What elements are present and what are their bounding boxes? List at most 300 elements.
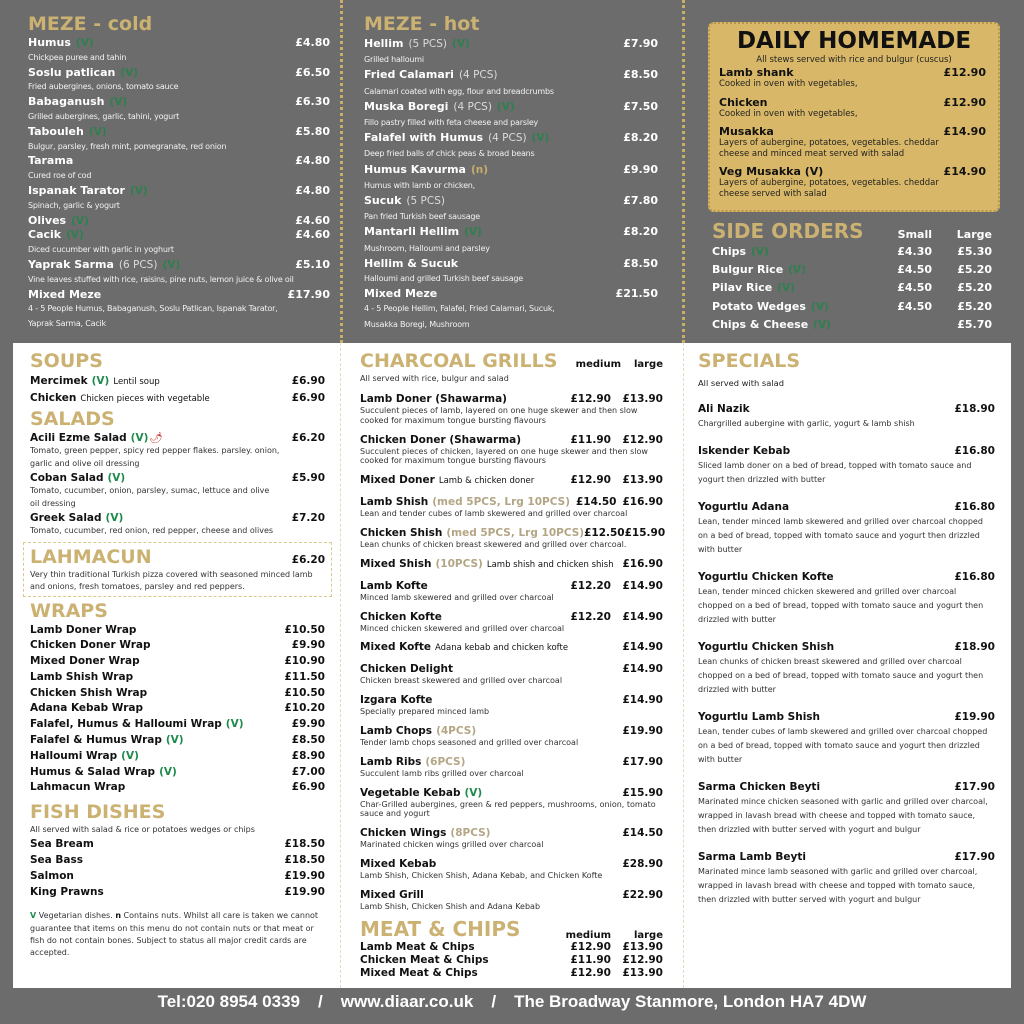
nuts-tag: (n)	[470, 163, 489, 176]
item-name: Cacik	[28, 228, 62, 242]
section-title: SPECIALS	[698, 350, 801, 372]
menu-item	[360, 433, 663, 467]
item-row	[364, 99, 658, 115]
item-description: Succulent pieces of lamb, layered on one huge skewer and then slow cooked for maximum tongue bursting flavours	[360, 406, 638, 425]
menu-item	[28, 66, 330, 96]
price: £11.90	[570, 953, 611, 966]
menu-item	[360, 610, 663, 634]
item-description: Cured roe of cod	[28, 171, 92, 181]
item-description: Very thin traditional Turkish pizza covered with seasoned minced lamb and onions, fresh tomatoes, parsley and red peppers.	[30, 569, 313, 591]
section-title: LAHMACUN	[30, 545, 152, 568]
dotted-divider	[682, 0, 685, 343]
meze-hot-section	[364, 12, 658, 332]
item-name: King Prawns	[30, 886, 104, 899]
menu-item	[712, 298, 992, 316]
item-name: Hellim	[364, 37, 404, 50]
menu-item	[30, 471, 325, 510]
item-name: Lamb shank	[719, 66, 794, 79]
item-name: Mixed Doner	[360, 474, 435, 487]
item-note: Lamb & chicken doner	[438, 476, 535, 487]
item-name: Chips & Cheese	[712, 317, 809, 331]
item-description: Char-Grilled aubergines, green & red peppers, mushrooms, onion, tomato sauce and yogurt	[360, 799, 656, 819]
price: £19.90	[284, 870, 325, 883]
item-description: Tomato, cucumber, red onion, red pepper, cheese and olives	[30, 526, 274, 535]
menu-item	[360, 786, 663, 820]
menu-item	[28, 258, 330, 288]
menu-item	[698, 401, 995, 431]
menu-item	[360, 557, 663, 572]
section-title: SOUPS	[30, 350, 103, 372]
item-row	[360, 826, 663, 840]
item-row	[28, 288, 330, 303]
menu-item	[719, 166, 998, 199]
price: £14.90	[622, 579, 663, 592]
item-name: Muska Boregi	[364, 99, 449, 113]
item-name: Mixed Meze	[364, 287, 438, 301]
menu-item	[712, 316, 992, 334]
item-description: Succulent pieces of chicken, layered on one huge skewer and then slow cooked for maximum tongue bursting flavours	[360, 446, 648, 466]
item-name: Lahmacun Wrap	[30, 781, 126, 794]
item-row	[30, 852, 325, 868]
menu-item	[30, 686, 325, 702]
item-name: Sea Bream	[30, 838, 94, 851]
menu-item	[28, 95, 330, 125]
item-description: Cooked in oven with vegetables,	[719, 79, 858, 89]
section-title: CHARCOAL GRILLS	[360, 350, 558, 372]
menu-item	[30, 511, 325, 538]
item-row	[30, 654, 325, 670]
menu-item	[360, 640, 663, 655]
item-row	[30, 749, 325, 765]
vegetarian-tag: (V)	[225, 718, 244, 731]
menu-item	[698, 639, 995, 697]
price: £14.50	[575, 496, 617, 509]
item-row	[360, 610, 663, 624]
item-description: Fried aubergines, onions, tomato sauce	[28, 82, 179, 92]
item-name: Lamb Shish	[360, 496, 429, 509]
price: £12.90	[570, 966, 611, 979]
section-note: All served with salad	[698, 378, 784, 388]
price: £4.60	[295, 228, 330, 242]
price: £16.80	[954, 501, 995, 513]
menu-item	[30, 852, 325, 868]
menu-item	[698, 779, 995, 837]
price: £9.90	[291, 639, 325, 652]
lahmacun-box	[23, 542, 332, 597]
price: £9.90	[291, 718, 325, 731]
price: £17.90	[622, 755, 663, 768]
item-description: Marinated mince lamb seasoned with garlic and grilled over charcoal, wrapped in lavash bread with cheese and topped with tomato sauce, then drizzled with butter served with yogurt and bulgur	[698, 867, 978, 904]
item-name: Yogurtlu Lamb Shish	[698, 711, 821, 723]
vegetarian-tag: (V)	[129, 184, 148, 197]
item-name: Lamb Kofte	[360, 579, 428, 592]
pieces-tag: (10PCS)	[435, 557, 483, 570]
menu-item	[28, 184, 330, 214]
price: £5.90	[291, 472, 325, 484]
menu-item	[30, 717, 325, 733]
footnote-text: Contains nuts. Whilst all care is taken we cannot guarantee that items on this menu do not contain nuts or that meat or fish do not contain bones. Subject to status all major credit cards are accepted.	[30, 911, 319, 958]
separator: /	[491, 992, 497, 1011]
price: £10.50	[284, 623, 325, 636]
menu-item	[30, 884, 325, 900]
menu-item	[30, 836, 325, 852]
menu-item	[30, 765, 325, 781]
item-row	[360, 857, 663, 871]
item-description: Layers of aubergine, potatoes, vegetables. cheddar cheese and minced meat served with salad	[719, 138, 939, 159]
item-description: Lean, tender minced lamb skewered and grilled over charcoal chopped on a bed of bread, topped with tomato sauce and yogurt then drizzled with butter	[698, 517, 983, 554]
pieces-tag: (6PCS)	[425, 755, 466, 768]
item-description: Layers of aubergine, potatoes, vegetables. cheddar cheese served with salad	[719, 178, 939, 199]
item-note: Chicken pieces with vegetable	[80, 394, 210, 404]
item-row	[360, 693, 663, 707]
menu-item	[30, 749, 325, 765]
menu-item	[30, 733, 325, 749]
item-row	[30, 511, 325, 525]
menu-item	[30, 654, 325, 670]
pieces-tag: (4PCS)	[436, 724, 477, 737]
item-row	[719, 67, 986, 79]
pieces-tag: (8PCS)	[450, 827, 491, 840]
item-description: Vine leaves stuffed with rice, raisins, pine nuts, lemon juice & olive oil	[28, 274, 294, 284]
middle-column	[360, 349, 666, 980]
item-row	[360, 557, 663, 572]
column-header-medium: medium	[565, 929, 611, 941]
item-note: Adana kebab and chicken kofte	[435, 643, 569, 654]
price: £5.20	[957, 299, 992, 313]
price: £8.20	[623, 225, 658, 239]
price: £12.90	[570, 474, 611, 487]
menu-item	[364, 162, 658, 193]
menu-item	[360, 826, 663, 850]
vegetarian-tag: (V)	[813, 318, 831, 331]
price: £6.90	[291, 375, 325, 387]
item-description: Mushroom, Halloumi and parsley	[364, 243, 490, 253]
item-name: Adana Kebab Wrap	[30, 702, 143, 715]
menu-item	[712, 261, 992, 279]
item-name: Chicken	[719, 95, 768, 109]
price: £12.90	[570, 940, 611, 953]
price: £13.90	[622, 966, 663, 979]
vegetarian-tag: (V)	[88, 125, 107, 138]
price: £10.50	[284, 686, 325, 699]
item-row	[698, 779, 995, 795]
item-name: Chicken Doner (Shawarma)	[360, 433, 522, 446]
column-header-medium: medium	[575, 359, 621, 370]
menu-item	[712, 279, 992, 297]
item-row	[30, 390, 325, 407]
price: £11.50	[284, 670, 325, 683]
menu-item	[28, 228, 330, 258]
vegetarian-tag: (V)	[162, 258, 181, 271]
price: £5.70	[957, 317, 992, 331]
item-row	[28, 214, 330, 229]
item-name: Vegetable Kebab	[360, 786, 461, 799]
item-name: Lamb Meat & Chips	[360, 940, 475, 953]
item-row	[360, 888, 663, 902]
price: £4.80	[295, 183, 330, 197]
section-note: All served with salad & rice or potatoes wedges or chips	[30, 825, 255, 835]
price: £4.80	[295, 154, 330, 168]
menu-item	[360, 724, 663, 748]
menu-item	[364, 193, 658, 224]
item-name: Veg Musakka (V)	[719, 165, 824, 178]
item-row	[28, 36, 330, 51]
price: £8.20	[623, 131, 658, 145]
item-note: Lamb shish and chicken shish	[486, 559, 614, 570]
section-title: FISH DISHES	[30, 801, 166, 824]
item-row	[719, 126, 986, 138]
item-row	[698, 443, 995, 459]
item-description: Musakka Boregi, Mushroom	[364, 319, 470, 329]
pieces-tag: (med 5PCS, Lrg 10PCS)	[446, 526, 585, 539]
item-name: Chicken Kofte	[360, 610, 442, 623]
item-name: Mantarli Hellim	[364, 225, 460, 239]
item-name: Soslu patlican	[28, 65, 116, 79]
item-name: Mixed Meat & Chips	[360, 966, 478, 979]
item-name: Chicken Delight	[360, 663, 454, 676]
item-row	[30, 701, 325, 717]
item-row	[360, 724, 663, 738]
item-description: Halloumi and grilled Turkish beef sausage	[364, 274, 524, 284]
menu-item	[698, 443, 995, 487]
price: £12.90	[622, 433, 663, 446]
vegetarian-tag: (V)	[452, 38, 470, 50]
phone-number[interactable]: Tel:020 8954 0339	[157, 992, 301, 1011]
price: £5.20	[957, 281, 992, 295]
menu-item	[30, 373, 325, 390]
menu-item	[364, 36, 658, 67]
item-row	[360, 579, 663, 593]
item-description: Humus with lamb or chicken,	[364, 180, 476, 190]
item-name: Mixed Kebab	[360, 857, 437, 870]
daily-homemade-box	[708, 22, 1000, 212]
price: £14.50	[622, 827, 663, 840]
item-name: Salmon	[30, 870, 74, 883]
menu-item	[30, 868, 325, 884]
price: £8.50	[623, 68, 658, 82]
item-name: Lamb Chops	[360, 724, 433, 737]
menu-item	[360, 941, 663, 954]
item-row	[360, 967, 663, 980]
price: £7.20	[291, 512, 325, 524]
menu-item	[28, 154, 330, 184]
item-row	[30, 670, 325, 686]
section-subtitle: All stews served with rice and bulgur (cuscus)	[756, 55, 952, 65]
item-name: Chicken Shish	[360, 526, 443, 539]
item-name: Pilav Rice	[712, 281, 773, 295]
menu-item	[360, 755, 663, 779]
item-name: Izgara Kofte	[360, 694, 433, 707]
item-name: Coban Salad	[30, 472, 104, 484]
price: £18.90	[954, 403, 995, 415]
left-column	[30, 349, 325, 959]
item-row	[364, 36, 658, 52]
item-row	[364, 193, 658, 209]
menu-item	[30, 670, 325, 686]
item-row	[360, 786, 663, 800]
vegetarian-tag: (V)	[788, 264, 806, 277]
item-description: Chargrilled aubergine with garlic, yogurt & lamb shish	[698, 419, 915, 428]
item-name: Mixed Meze	[28, 287, 102, 301]
menu-item	[28, 36, 330, 66]
vegetarian-tag: (V)	[105, 512, 124, 524]
item-row	[364, 162, 658, 178]
item-description: Bulgur, parsley, fresh mint, pomegranate, red onion	[28, 141, 227, 151]
vegetarian-tag: (V)	[107, 472, 126, 484]
price: £11.90	[570, 433, 611, 446]
item-row	[30, 431, 325, 445]
item-row	[364, 130, 658, 146]
item-row	[360, 941, 663, 954]
price: £6.30	[295, 95, 330, 109]
menu-item	[360, 693, 663, 717]
menu-item	[360, 579, 663, 603]
pieces-tag: (5 PCS)	[406, 195, 445, 208]
menu-item	[360, 473, 663, 488]
item-name: Chicken Shish Wrap	[30, 686, 148, 699]
item-description: Yaprak Sarma, Cacik	[28, 319, 106, 329]
website-link[interactable]: www.diaar.co.uk	[340, 992, 474, 1011]
price: £14.90	[943, 125, 986, 138]
item-name: Falafel, Humus & Halloumi Wrap	[30, 718, 222, 731]
item-description: Chicken breast skewered and grilled over charcoal	[360, 676, 563, 686]
item-name: Sarma Lamb Beyti	[698, 851, 806, 863]
menu-item	[698, 849, 995, 907]
section-title: SALADS	[30, 408, 115, 430]
menu-item	[30, 701, 325, 717]
column-header-large: large	[633, 929, 663, 941]
item-row	[712, 316, 992, 334]
vegetarian-tag: (V)	[165, 734, 184, 747]
menu-item	[698, 709, 995, 767]
right-column	[698, 349, 995, 907]
item-name: Chicken Wings	[360, 827, 447, 840]
price: £10.20	[284, 702, 325, 715]
price: £4.80	[295, 36, 330, 49]
dietary-footnote	[30, 910, 325, 959]
price: £5.20	[957, 263, 992, 277]
vegetarian-tag: (V)	[159, 765, 177, 778]
vegetarian-tag: (V)	[109, 96, 128, 109]
menu-item	[698, 499, 995, 557]
price: £6.50	[295, 65, 330, 79]
item-description: Lean chunks of chicken breast skewered and grilled over charcoal.	[360, 539, 627, 549]
price: £19.90	[284, 886, 325, 899]
menu-item	[30, 780, 325, 796]
price: £22.90	[622, 888, 663, 901]
item-name: Bulgur Rice	[712, 263, 784, 277]
item-description: Marinated chicken wings grilled over charcoal	[360, 840, 544, 850]
price: £12.90	[570, 393, 611, 405]
vegetarian-tag: (V)	[496, 100, 515, 113]
item-name: Humus	[28, 36, 71, 49]
menu-item	[360, 495, 663, 519]
item-row	[712, 279, 992, 297]
menu-item	[360, 392, 663, 426]
side-orders-section	[712, 219, 992, 334]
price: £4.30	[897, 245, 932, 258]
section-title: SIDE ORDERS	[712, 219, 864, 243]
item-description: Grilled aubergines, garlic, tahini, yogurt	[28, 111, 180, 121]
price: £5.30	[957, 245, 992, 258]
item-row	[698, 499, 995, 515]
item-name: Mixed Kofte	[360, 641, 431, 654]
price: £6.90	[291, 781, 325, 794]
price: £14.90	[622, 610, 663, 623]
item-description: Grilled halloumi	[364, 55, 424, 65]
item-description: 4 - 5 People Humus, Babaganush, Soslu Patlican, Ispanak Tarator,	[28, 304, 278, 314]
item-row	[28, 125, 330, 140]
item-row	[28, 154, 330, 169]
price: £28.90	[622, 857, 663, 870]
menu-item	[364, 224, 658, 255]
price: £6.90	[291, 392, 325, 404]
item-description: Chickpea puree and tahin	[28, 52, 127, 62]
vegetarian-tag: (V)	[71, 214, 89, 227]
chili-icon: 🌶	[149, 432, 163, 444]
item-description: Deep fried balls of chick peas & broad beans	[364, 149, 535, 159]
section-title: MEAT & CHIPS	[360, 916, 521, 941]
vegetarian-tag: (V)	[777, 282, 795, 295]
item-description: Lean, tender cubes of lamb skewered and grilled over charcoal chopped on a bed of bread, topped with tomato sauce and yogurt then drizzled with butter	[698, 727, 988, 764]
item-description: Minced chicken skewered and grilled over charcoal	[360, 623, 565, 633]
item-row	[30, 623, 325, 639]
price: £4.50	[897, 281, 932, 295]
item-name: Olives	[28, 213, 67, 227]
price: £12.50	[584, 526, 625, 539]
price: £13.90	[622, 474, 663, 487]
item-name: Hellim & Sucuk	[364, 256, 459, 270]
meze-cold-section	[28, 12, 330, 332]
item-row	[28, 258, 330, 273]
menu-item	[719, 67, 998, 90]
item-name: Yogurtlu Adana	[698, 501, 790, 513]
item-description: Sliced lamb doner on a bed of bread, topped with tomato sauce and yogurt then drizzled with butter	[698, 461, 972, 484]
item-description: Spinach, garlic & yogurt	[28, 200, 120, 210]
vegetarian-tag: (V)	[751, 246, 769, 258]
section-title: MEZE - cold	[28, 13, 153, 35]
column-divider	[340, 343, 341, 988]
item-row	[364, 67, 658, 83]
price: £8.50	[623, 256, 658, 270]
menu-item	[360, 662, 663, 686]
section-title: WRAPS	[30, 599, 108, 622]
item-name: Chicken Meat & Chips	[360, 953, 489, 966]
item-description: Pan fried Turkish beef sausage	[364, 212, 481, 222]
item-name: Chicken	[30, 392, 77, 404]
item-name: Humus & Salad Wrap	[30, 765, 156, 778]
vegetarian-tag: (V)	[66, 229, 84, 242]
item-description: Calamari coated with egg, flour and breadcrumbs	[364, 86, 554, 96]
price: £14.90	[622, 641, 663, 654]
menu-item	[28, 214, 330, 229]
price: £12.90	[943, 66, 986, 79]
item-row	[698, 639, 995, 655]
item-name: Yogurtlu Chicken Kofte	[698, 571, 834, 583]
section-title: MEZE - hot	[364, 13, 480, 35]
item-description: Lean, tender minced chicken skewered and grilled over charcoal chopped on a bed of bread, topped with tomato sauce and yogurt then drizzled with butter	[698, 587, 984, 624]
item-name: Mixed Grill	[360, 888, 424, 901]
price: £18.90	[954, 641, 995, 653]
item-description: Lamb Shish, Chicken Shish and Adana Kebab	[360, 901, 541, 911]
vegetarian-tag: (V)	[75, 37, 94, 49]
price: £16.80	[954, 571, 995, 583]
price: £12.20	[570, 579, 611, 592]
item-name: Mixed Shish	[360, 557, 432, 570]
item-name: Ispanak Tarator	[28, 183, 125, 197]
vegetarian-tag: (V)	[531, 132, 550, 145]
price: £12.20	[570, 610, 611, 623]
